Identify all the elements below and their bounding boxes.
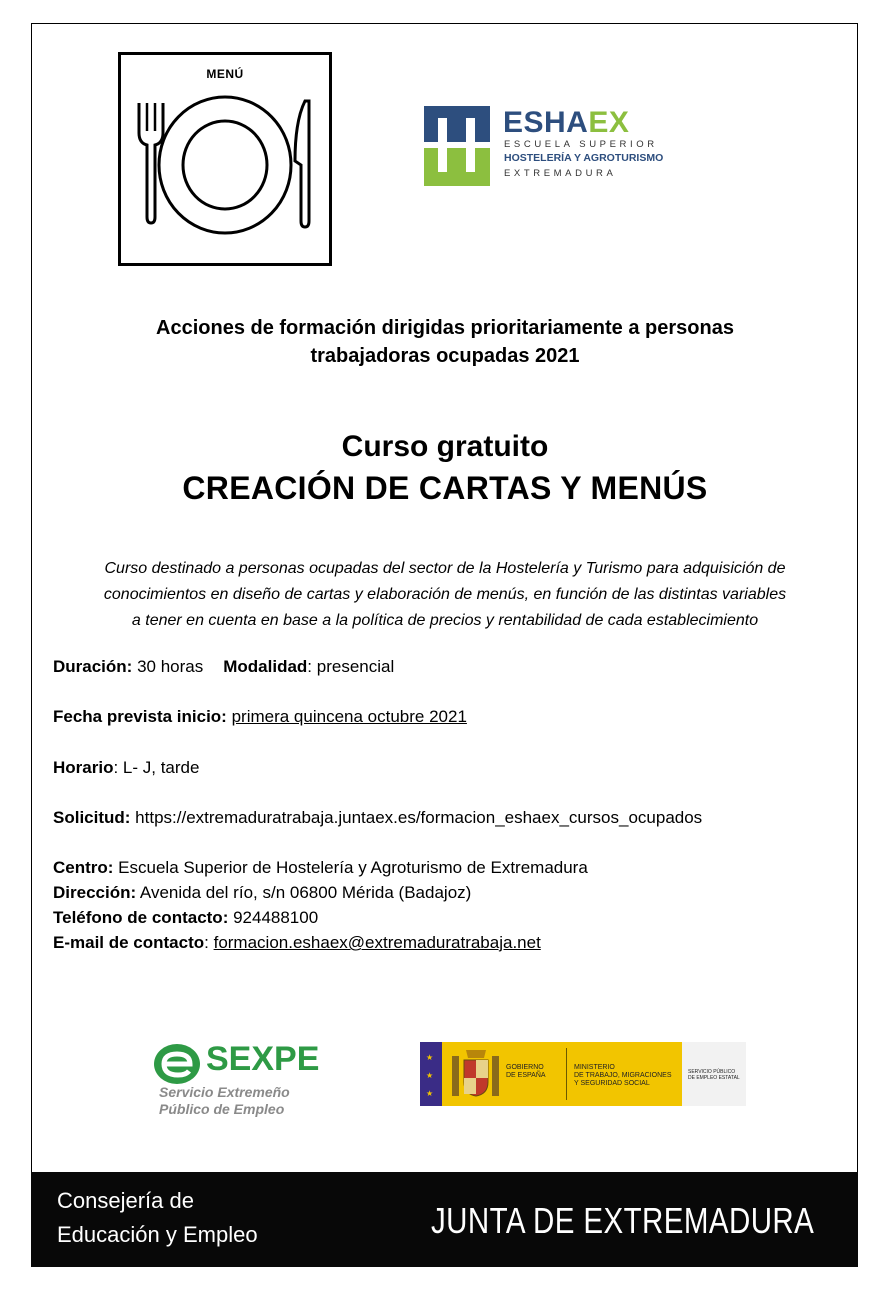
eshaex-line1: ESCUELA SUPERIOR: [504, 139, 658, 150]
phone-label: Teléfono de contacto:: [53, 908, 229, 927]
mode-value: : presencial: [307, 657, 395, 676]
sepe-line2: DE EMPLEO ESTATAL: [688, 1075, 740, 1081]
junta-extremadura-wordmark: JUNTA DE EXTREMADURA: [431, 1200, 815, 1241]
request-row: [53, 808, 702, 828]
eshaex-line3: EXTREMADURA: [504, 168, 617, 179]
program-subtitle: [60, 314, 830, 370]
address-label: Dirección:: [53, 883, 137, 902]
schedule-row: [53, 758, 199, 778]
email-link[interactable]: formacion.eshaex@extremaduratrabaja.net: [213, 933, 541, 952]
eshaex-logo: [424, 106, 714, 186]
coat-of-arms-icon: [448, 1042, 508, 1106]
ministerio-line1: MINISTERIO: [574, 1064, 615, 1071]
center-row: [53, 858, 588, 878]
course-description: [50, 556, 840, 634]
description-line3: a tener en cuenta en base a la política de precios y rentabilidad de cada establecimiento: [131, 612, 759, 629]
svg-text:★: ★: [426, 1053, 434, 1062]
subtitle-line2: trabajadoras ocupadas 2021: [310, 345, 580, 367]
sepe-band: [682, 1042, 746, 1106]
sepe-line1: SERVICIO PÚBLICO: [688, 1069, 736, 1075]
duration-label: Duración:: [53, 657, 133, 676]
start-label: Fecha prevista inicio:: [53, 707, 227, 726]
consejeria-line1: Consejería de: [57, 1188, 194, 1213]
description-line2: conocimientos en diseño de cartas y elaboración de menús, en función de las distintas variables: [103, 586, 787, 603]
eu-flag-icon: [420, 1042, 442, 1106]
footer-band: [31, 1172, 858, 1267]
email-separator: :: [204, 933, 214, 952]
svg-text:★: ★: [426, 1089, 434, 1098]
consejeria-line2: Educación y Empleo: [57, 1222, 258, 1247]
mode-label: Modalidad: [223, 657, 308, 676]
gobierno-espana-logo: [420, 1042, 746, 1106]
duration-row: [53, 657, 394, 677]
request-url-link[interactable]: https://extremaduratrabaja.juntaex.es/formacion_eshaex_cursos_ocupados: [130, 808, 703, 827]
email-row: [53, 933, 541, 953]
gobierno-line2: DE ESPAÑA: [506, 1072, 546, 1079]
description-line1: Curso destinado a personas ocupadas del sector de la Hostelería y Turismo para adquisición de: [104, 560, 786, 577]
sexpe-name: SEXPE: [206, 1040, 320, 1078]
gobierno-line1: GOBIERNO: [506, 1064, 544, 1071]
gov-divider: [566, 1048, 567, 1100]
eshaex-emblem-icon: [424, 106, 490, 186]
ministerio-line2: DE TRABAJO, MIGRACIONES: [574, 1072, 672, 1079]
phone-value: 924488100: [228, 908, 319, 927]
email-label: E-mail de contacto: [53, 933, 205, 952]
consejeria-label: [57, 1184, 258, 1252]
start-date-row: [53, 707, 467, 727]
duration-value: 30 horas: [132, 657, 204, 676]
eshaex-name-part1: ESHA: [503, 106, 589, 139]
start-value: primera quincena octubre 2021: [231, 707, 467, 726]
eshaex-name-part2: EX: [588, 106, 630, 139]
address-row: [53, 883, 471, 903]
svg-text:★: ★: [426, 1071, 434, 1080]
eshaex-name: [503, 106, 629, 140]
subtitle-line1: Acciones de formación dirigidas prioritariamente a personas: [156, 317, 734, 339]
address-value: Avenida del río, s/n 06800 Mérida (Badajoz): [136, 883, 472, 902]
schedule-label: Horario: [53, 758, 114, 777]
center-value: Escuela Superior de Hostelería y Agroturismo de Extremadura: [113, 858, 588, 877]
sexpe-line1: Servicio Extremeño: [159, 1084, 290, 1100]
plate-cutlery-icon: [129, 81, 321, 257]
menu-logo-title: MENÚ: [206, 67, 244, 81]
course-title: CREACIÓN DE CARTAS Y MENÚS: [182, 470, 708, 506]
phone-row: [53, 908, 318, 928]
sexpe-e-icon: [152, 1042, 202, 1086]
sexpe-line2: Público de Empleo: [159, 1101, 285, 1117]
eshaex-line2: HOSTELERÍA Y AGROTURISMO: [504, 152, 664, 164]
sexpe-logo: [150, 1040, 320, 1120]
menu-plate-logo: [118, 52, 332, 266]
gov-yellow-band: [442, 1042, 682, 1106]
course-label: Curso gratuito: [341, 430, 549, 463]
request-label: Solicitud:: [53, 808, 131, 827]
schedule-value: : L- J, tarde: [113, 758, 200, 777]
center-label: Centro:: [53, 858, 114, 877]
ministerio-line3: Y SEGURIDAD SOCIAL: [574, 1080, 650, 1087]
